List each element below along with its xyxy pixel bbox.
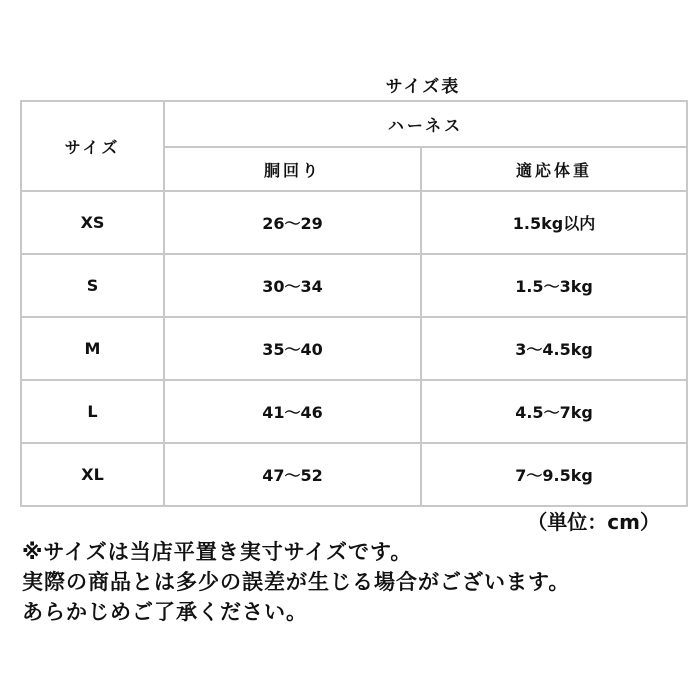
weight-cell: 4.5～7kg bbox=[421, 380, 687, 443]
note-line: ※サイズは当店平置き実寸サイズです。 bbox=[22, 540, 413, 564]
size-table bbox=[20, 100, 688, 507]
chest-column-header: 胴回り bbox=[164, 147, 421, 191]
chest-cell: 47～52 bbox=[164, 443, 421, 506]
weight-column-header: 適応体重 bbox=[421, 147, 687, 191]
size-cell: L bbox=[21, 380, 164, 443]
table-row bbox=[21, 254, 687, 317]
table-row bbox=[21, 191, 687, 254]
note-line: あらかじめご了承ください。 bbox=[22, 600, 308, 624]
size-cell: XL bbox=[21, 443, 164, 506]
note-line: 実際の商品とは多少の誤差が生じる場合がございます。 bbox=[22, 570, 571, 594]
table-row bbox=[21, 443, 687, 506]
size-cell: M bbox=[21, 317, 164, 380]
notes-block bbox=[22, 537, 570, 627]
weight-cell: 3～4.5kg bbox=[421, 317, 687, 380]
chest-cell: 35～40 bbox=[164, 317, 421, 380]
table-row bbox=[21, 380, 687, 443]
chest-cell: 30～34 bbox=[164, 254, 421, 317]
table-title: サイズ表 bbox=[385, 77, 461, 97]
size-cell: XS bbox=[21, 191, 164, 254]
chest-cell: 26～29 bbox=[164, 191, 421, 254]
chest-cell: 41～46 bbox=[164, 380, 421, 443]
size-column-header: サイズ bbox=[21, 101, 164, 191]
table-header-row bbox=[21, 101, 687, 147]
unit-note: （単位：cm） bbox=[527, 510, 660, 534]
weight-cell: 7～9.5kg bbox=[421, 443, 687, 506]
size-cell: S bbox=[21, 254, 164, 317]
harness-group-header: ハーネス bbox=[164, 101, 687, 147]
weight-cell: 1.5～3kg bbox=[421, 254, 687, 317]
table-row bbox=[21, 317, 687, 380]
weight-cell: 1.5kg以内 bbox=[421, 191, 687, 254]
